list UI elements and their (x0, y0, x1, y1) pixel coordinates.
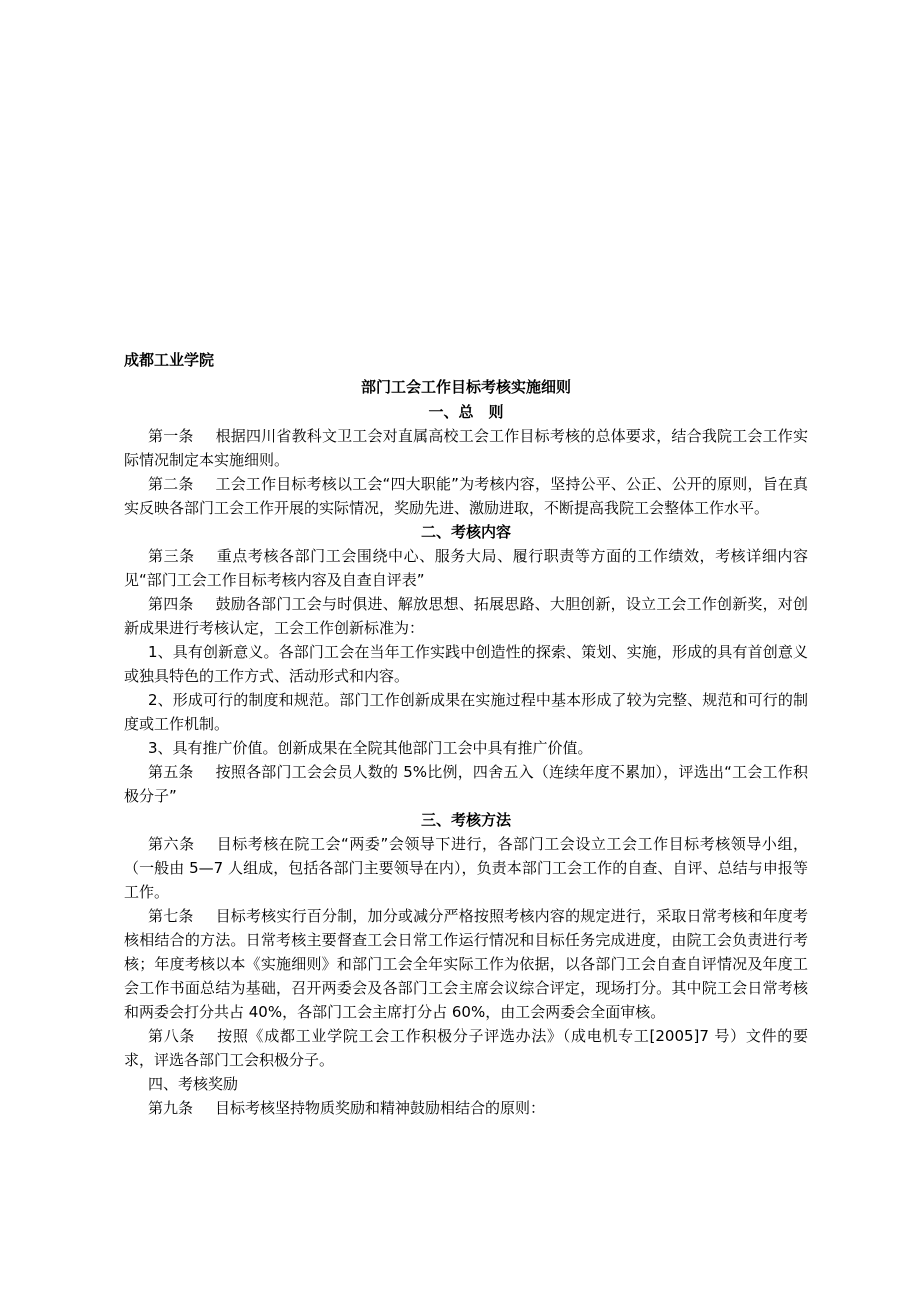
article-text: 根据四川省教科文卫工会对直属高校工会工作目标考核的总体要求，结合我院工会工作实际情况制定本实施细则。 (124, 427, 808, 469)
article-number: 第二条 (148, 475, 194, 493)
article-text: 鼓励各部门工会与时俱进、解放思想、拓展思路、大胆创新，设立工会工作创新奖，对创新成果进行考核认定，工会工作创新标准为： (124, 595, 808, 637)
criteria-text: 2、形成可行的制度和规范。部门工作创新成果在实施过程中基本形成了较为完整、规范和可行的制度或工作机制。 (124, 691, 808, 733)
section-heading: 三、考核方法 (420, 811, 511, 829)
article-paragraph (124, 592, 808, 640)
document-title: 部门工会工作目标考核实施细则 (360, 378, 571, 396)
criteria-item (124, 640, 808, 688)
section-heading: 四、考核奖励 (148, 1075, 239, 1093)
article-text: 按照各部门工会会员人数的 5%比例，四舍五入（连续年度不累加），评选出“工会工作积极分子” (124, 763, 808, 805)
article-number: 第八条 (148, 1027, 196, 1045)
article-number: 第七条 (148, 907, 194, 925)
criteria-item (124, 688, 808, 736)
article-text: 重点考核各部门工会围绕中心、服务大局、履行职责等方面的工作绩效，考核详细内容见“部门工会工作目标考核内容及自查自评表” (124, 547, 808, 589)
section-heading: 二、考核内容 (420, 523, 511, 541)
organization-name: 成都工业学院 (124, 351, 215, 369)
article-text: 目标考核坚持物质奖励和精神鼓励相结合的原则： (215, 1099, 546, 1117)
article-number: 第四条 (148, 595, 194, 613)
criteria-item (124, 736, 808, 760)
article-text: 按照《成都工业学院工会工作积极分子评选办法》（成电机专工[2005]7 号）文件的要求，评选各部门工会积极分子。 (124, 1027, 808, 1069)
article-paragraph (124, 1096, 808, 1120)
article-text: 目标考核在院工会“两委”会领导下进行，各部门工会设立工会工作目标考核领导小组，（一般由 5—7 人组成，包括各部门主要领导在内），负责本部门工会工作的自查、自评、总结与申报等工作。 (124, 835, 808, 901)
article-paragraph (124, 760, 808, 808)
article-number: 第三条 (148, 547, 195, 565)
article-paragraph (124, 832, 808, 904)
article-number: 第九条 (148, 1099, 194, 1117)
article-paragraph (124, 544, 808, 592)
article-paragraph (124, 1024, 808, 1072)
article-number: 第五条 (148, 763, 194, 781)
criteria-text: 1、具有创新意义。各部门工会在当年工作实践中创造性的探索、策划、实施，形成的具有首创意义或独具特色的工作方式、活动形式和内容。 (124, 643, 808, 685)
article-number: 第六条 (148, 835, 195, 853)
criteria-text: 3、具有推广价值。创新成果在全院其他部门工会中具有推广价值。 (148, 739, 593, 757)
article-paragraph (124, 472, 808, 520)
section-heading: 一、总 则 (428, 403, 504, 421)
document-page (124, 346, 808, 1120)
article-text: 工会工作目标考核以工会“四大职能”为考核内容，坚持公平、公正、公开的原则，旨在真实反映各部门工会工作开展的实际情况，奖励先进、激励进取，不断提高我院工会整体工作水平。 (124, 475, 808, 517)
article-paragraph (124, 904, 808, 1024)
article-number: 第一条 (148, 427, 194, 445)
article-text: 目标考核实行百分制，加分或减分严格按照考核内容的规定进行，采取日常考核和年度考核相结合的方法。日常考核主要督查工会日常工作运行情况和目标任务完成进度，由院工会负责进行考核；年度考核以本《实施细则》和部门工会全年实际工作为依据，以各部门工会自查自评情况及年度工会工作书面总结为基础，召开两委会及各部门工会主席会议综合评定，现场打分。其中院工会日常考核和两委会打分共占 40%，各部门工会主席打分占 60%，由工会两委会全面审核。 (124, 907, 808, 1021)
article-paragraph (124, 424, 808, 472)
